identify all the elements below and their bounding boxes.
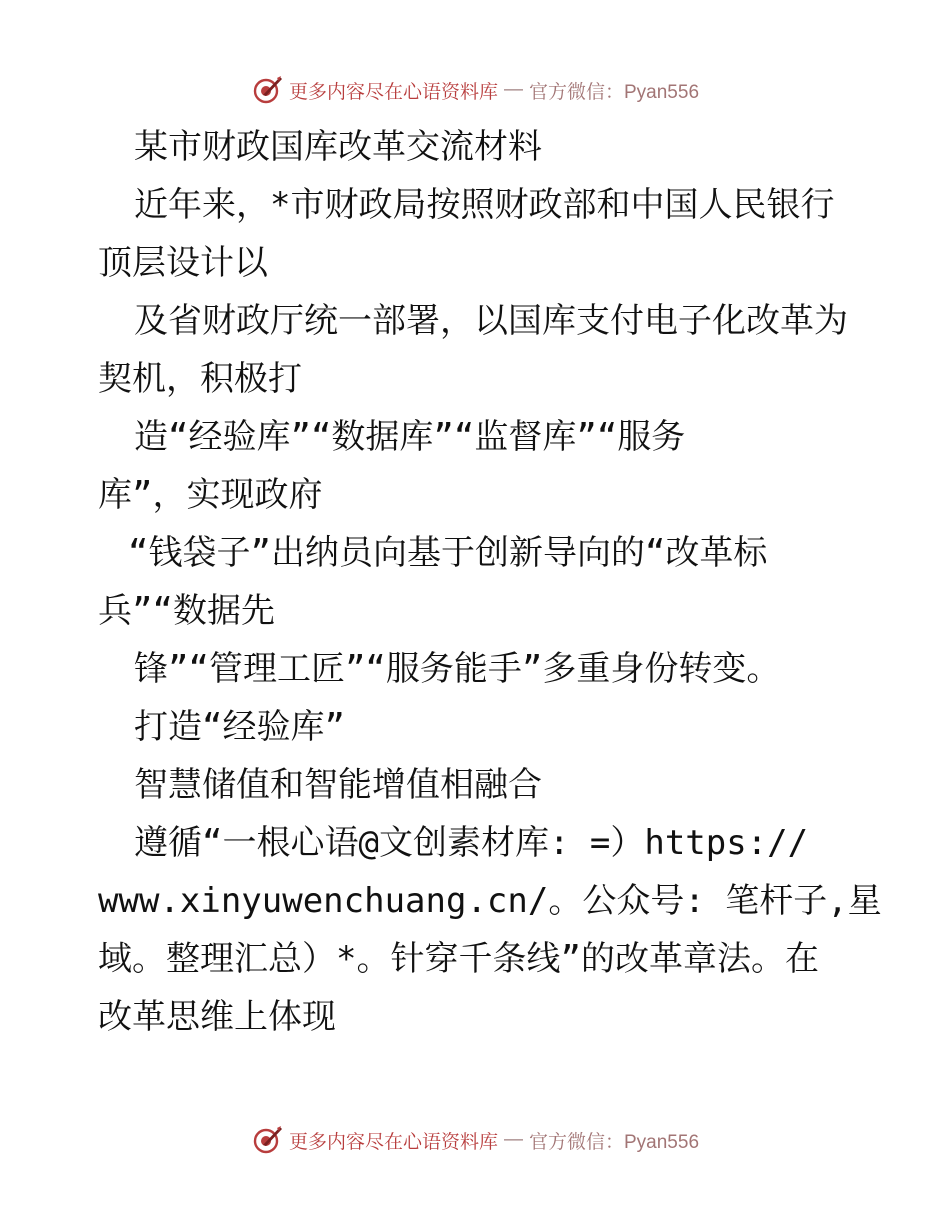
paragraph-line: 近年来，*市财政局按照财政部和中国人民银行: [134, 185, 835, 225]
footer-site-text: 更多内容尽在心语资料库: [288, 1130, 498, 1153]
footer-contact-text: 官方微信：Pyan556: [529, 1131, 700, 1153]
header-site-text: 更多内容尽在心语资料库: [288, 80, 498, 103]
quill-logo-icon: [251, 1124, 283, 1156]
footer-banner: [0, 1120, 950, 1160]
paragraph-line: 顶层设计以: [98, 243, 268, 283]
paragraph-line: 改革思维上体现: [98, 997, 336, 1037]
section-heading: 打造“经验库”: [134, 707, 345, 747]
header-separator: —: [504, 79, 523, 100]
paragraph-line: 库”，实现政府: [98, 475, 323, 515]
header-banner-inner: [251, 74, 699, 106]
paragraph-line: 造“经验库”“数据库”“监督库”“服务: [134, 417, 686, 457]
paragraph-line: 域。整理汇总）*。针穿千条线”的改革章法。在: [98, 939, 819, 979]
paragraph-line: 遵循“一根心语@文创素材库: =）https://: [134, 823, 809, 863]
paragraph-line: www.xinyuwenchuang.cn/。公众号: 笔杆子,星: [98, 881, 882, 921]
paragraph-line: 及省财政厅统一部署，以国库支付电子化改革为: [134, 301, 848, 341]
document-title: 某市财政国库改革交流材料: [134, 127, 542, 167]
subsection-heading: 智慧储值和智能增值相融合: [134, 765, 542, 805]
document-body: [98, 118, 882, 1046]
header-contact-text: 官方微信：Pyan556: [529, 81, 700, 103]
header-banner: [0, 70, 950, 110]
paragraph-line: 锋”“管理工匠”“服务能手”多重身份转变。: [134, 649, 781, 689]
paragraph-line: 契机，积极打: [98, 359, 302, 399]
quill-logo-icon: [251, 74, 283, 106]
paragraph-line: “钱袋子”出纳员向基于创新导向的“改革标: [128, 533, 768, 573]
footer-banner-inner: [251, 1124, 699, 1156]
paragraph-line: 兵”“数据先: [98, 591, 275, 631]
footer-separator: —: [504, 1129, 523, 1150]
